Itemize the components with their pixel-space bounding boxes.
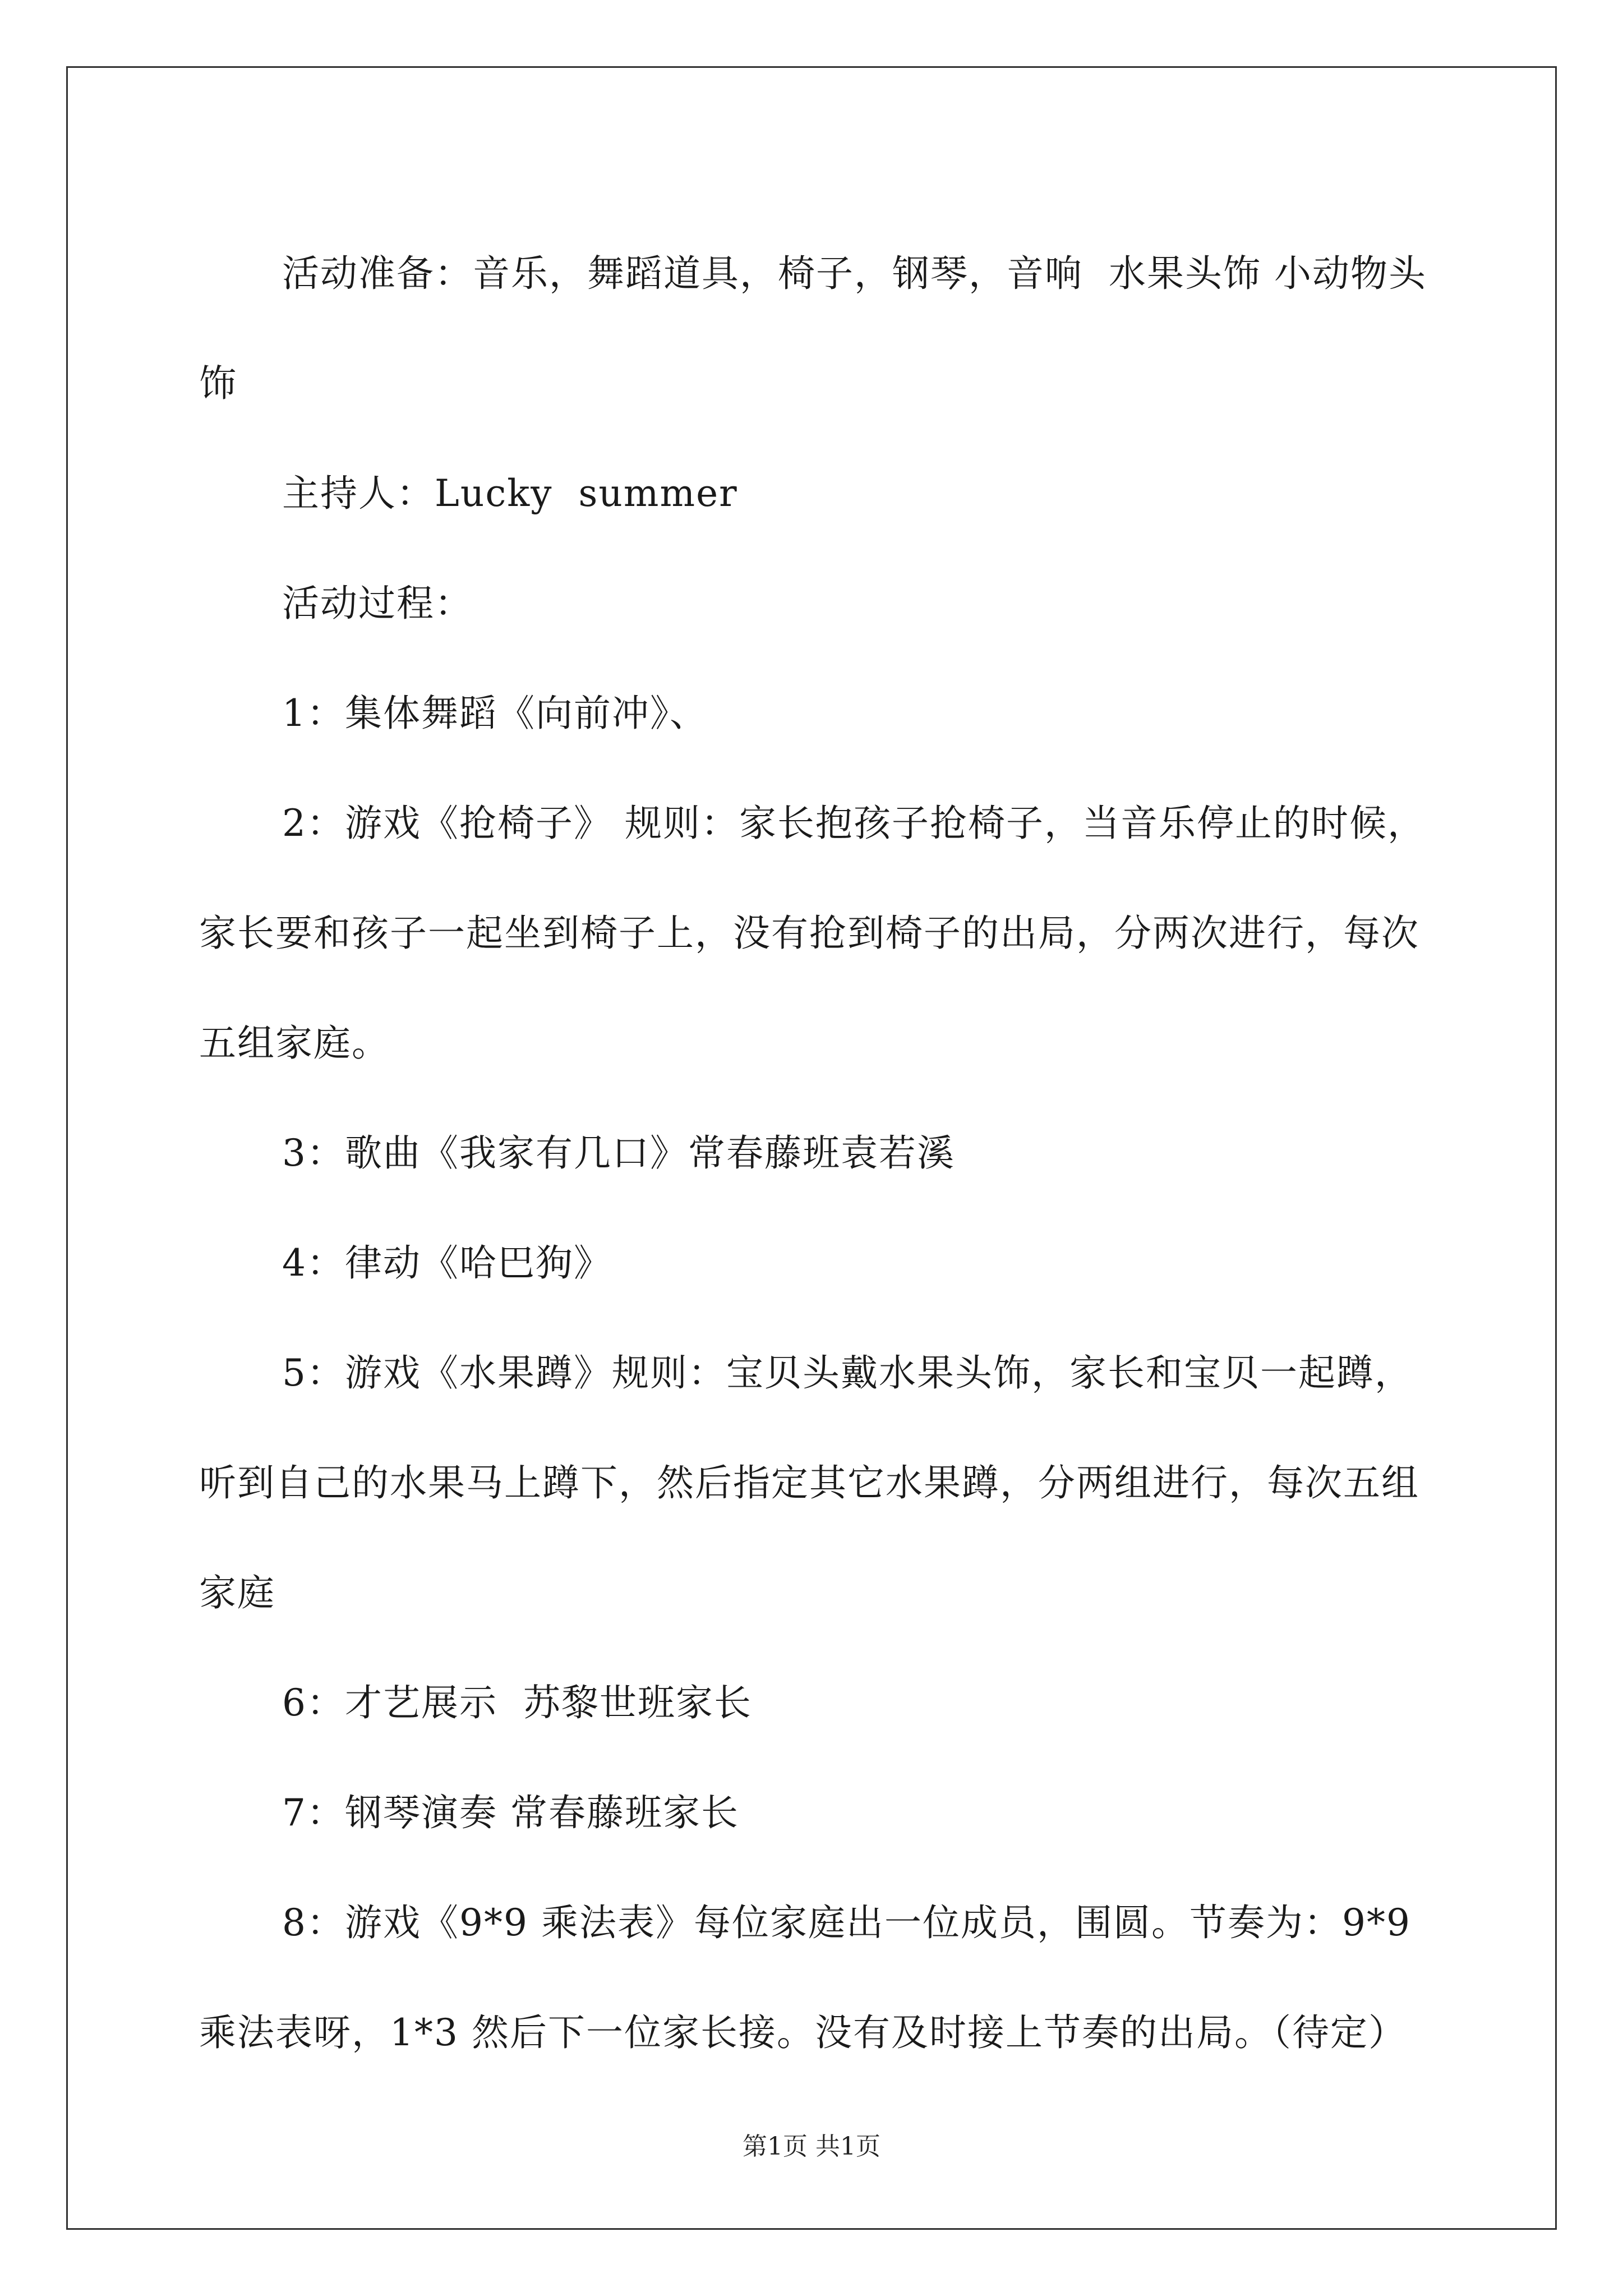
page-footer: 第1页 共1页 [743,2132,880,2161]
paragraph-process-heading: 活动过程： [282,582,473,625]
list-item-7: 7：钢琴演奏 常春藤班家长 [282,1791,739,1834]
document-body [199,219,1433,2088]
paragraph-preparation: 活动准备：音乐，舞蹈道具，椅子，钢琴，音响 水果头饰 小动物头饰 [199,252,1427,405]
list-item-6: 6：才艺展示 苏黎世班家长 [282,1681,752,1724]
list-item-1: 1：集体舞蹈《向前冲》、 [282,692,708,735]
list-item-5: 5：游戏《水果蹲》规则：宝贝头戴水果头饰，家长和宝贝一起蹲，听到自己的水果马上蹲下，然后指定其它水果蹲，分两组进行，每次五组家庭 [199,1351,1419,1614]
list-item-2: 2：游戏《抢椅子》 规则：家长抱孩子抢椅子，当音乐停止的时候，家长要和孩子一起坐到椅子上，没有抢到椅子的出局，分两次进行，每次五组家庭。 [199,802,1426,1065]
list-item-4: 4：律动《哈巴狗》 [282,1241,612,1285]
paragraph-host: 主持人：Lucky summer [282,472,738,515]
list-item-8: 8：游戏《9*9 乘法表》每位家庭出一位成员，围圆。节奏为：9*9 乘法表呀，1*3 然后下一位家长接。没有及时接上节奏的出局。（待定） [199,1901,1424,2054]
list-item-3: 3：歌曲《我家有几口》常春藤班袁若溪 [282,1131,955,1175]
